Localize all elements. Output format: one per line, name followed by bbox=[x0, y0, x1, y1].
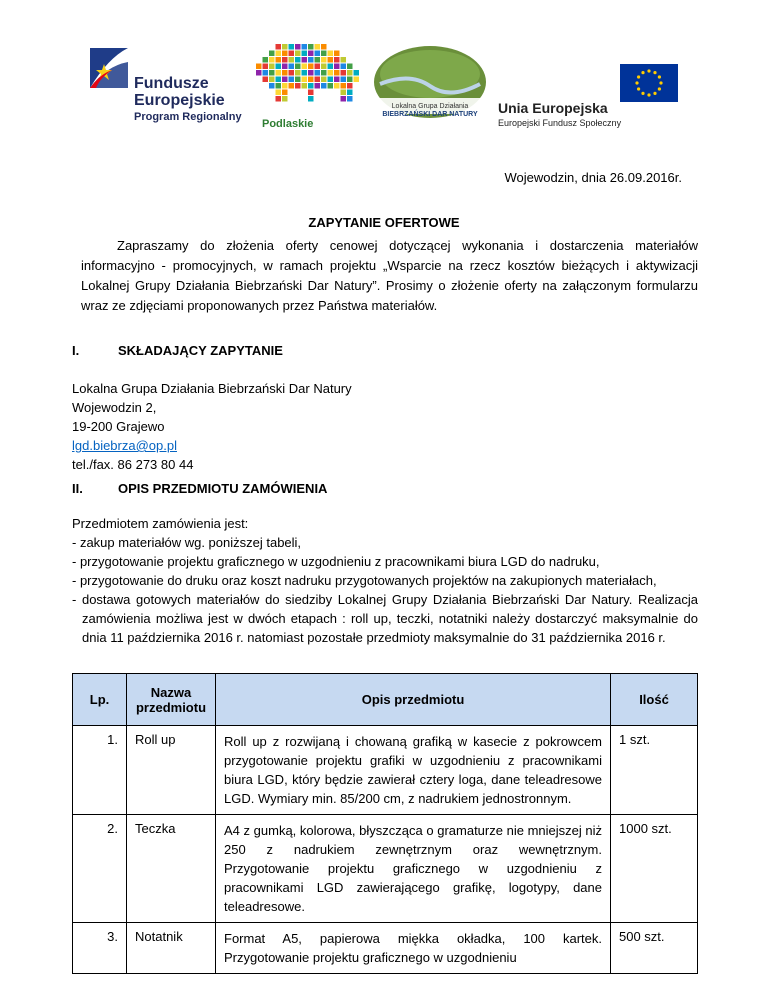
podlaskie-label: Podlaskie bbox=[262, 118, 314, 130]
intro-paragraph bbox=[81, 236, 698, 316]
section-1-title: SKŁADAJĄCY ZAPYTANIE bbox=[118, 343, 283, 358]
row-3-qty: 500 szt. bbox=[611, 923, 698, 974]
address-city: 19-200 Grajewo bbox=[72, 419, 165, 434]
section-2-title: OPIS PRZEDMIOTU ZAMÓWIENIA bbox=[118, 481, 328, 496]
description-item-4: - dostawa gotowych materiałów do siedziby Lokalnej Grupy Działania Biebrzański Dar Natury. Realizacja zamówienia możliwa jest w dwóch etapach : roll up, teczki, notatniki należy dostarczyć maksymalnie do dnia 11 października 2016 r. natomiast pozostałe przedmioty maksymalnie do 31 października 2016 r. bbox=[72, 592, 698, 645]
ue-line2: Europejski Fundusz Społeczny bbox=[498, 118, 622, 128]
row-2-lp: 2. bbox=[73, 815, 127, 923]
row-1-name: Roll up bbox=[127, 726, 216, 815]
table-header-row bbox=[73, 674, 698, 726]
header-qty: Ilość bbox=[611, 674, 698, 726]
fe-line2: Europejskie bbox=[134, 92, 225, 109]
eu-flag-icon bbox=[620, 64, 678, 102]
podlaskie-bison-logo-icon bbox=[256, 44, 364, 110]
row-1-lp: 1. bbox=[73, 726, 127, 815]
description-item-2: - przygotowanie projektu graficznego w uzgodnieniu z pracownikami biura LGD do nadruku, bbox=[72, 554, 600, 569]
unia-europejska-text bbox=[498, 100, 621, 128]
table-row bbox=[73, 923, 698, 974]
fundusze-europejskie-text bbox=[134, 75, 242, 126]
description-block bbox=[72, 514, 698, 647]
row-2-qty: 1000 szt. bbox=[611, 815, 698, 923]
section-2-number: II. bbox=[72, 481, 83, 496]
date-line: Wojewodzin, dnia 26.09.2016r. bbox=[504, 170, 682, 185]
address-name: Lokalna Grupa Działania Biebrzański Dar Natury bbox=[72, 381, 352, 396]
header-lp: Lp. bbox=[73, 674, 127, 726]
address-street: Wojewodzin 2, bbox=[72, 400, 157, 415]
lgd-label-line1: Lokalna Grupa Działania bbox=[391, 103, 469, 110]
document-title: ZAPYTANIE OFERTOWE bbox=[308, 215, 460, 230]
fe-line3: Program Regionalny bbox=[134, 111, 242, 123]
row-3-name: Notatnik bbox=[127, 923, 216, 974]
description-item-3: - przygotowanie do druku oraz koszt nadruku przygotowanych projektów na zakupionych materiałach, bbox=[72, 573, 657, 588]
row-2-name: Teczka bbox=[127, 815, 216, 923]
table-row bbox=[73, 815, 698, 923]
table-row bbox=[73, 726, 698, 815]
lgd-label-line2: BIEBRZAŃSKI DAR NATURY bbox=[382, 111, 478, 118]
header-desc: Opis przedmiotu bbox=[216, 674, 611, 726]
ue-line1: Unia Europejska bbox=[498, 100, 608, 116]
row-2-desc: A4 z gumką, kolorowa, błyszcząca o gramaturze nie mniejszej niż 250 z nadrukiem zewnętrznym oraz wewnętrznym. Przygotowanie projektu graficznego w uzgodnieniu z pracownikami LGD zawierającego grafikę, logotypy, dane teleadresowe. bbox=[216, 815, 611, 923]
items-table bbox=[72, 673, 698, 974]
address-phone: tel./fax. 86 273 80 44 bbox=[72, 457, 194, 472]
lgd-label bbox=[376, 103, 484, 119]
row-3-desc: Format A5, papierowa miękka okładka, 100 kartek. Przygotowanie projektu graficznego w uzgodnieniu bbox=[216, 923, 611, 974]
row-1-qty: 1 szt. bbox=[611, 726, 698, 815]
description-item-1: - zakup materiałów wg. poniższej tabeli, bbox=[72, 535, 302, 550]
section-1-number: I. bbox=[72, 343, 80, 358]
address-block bbox=[72, 379, 352, 474]
fe-line1: Fundusze bbox=[134, 75, 209, 92]
row-1-desc: Roll up z rozwijaną i chowaną grafiką w kasecie z pokrowcem przygotowanie projektu grafiki w uzgodnieniu z pracownikami biura LGD, który będzie zawierał cztery loga, dane teleadresowe LGD. Wymiary min. 85/200 cm, z nadrukiem jednostronnym. bbox=[216, 726, 611, 815]
header-name: Nazwa przedmiotu bbox=[127, 674, 216, 726]
fundusze-europejskie-logo-icon bbox=[86, 44, 132, 90]
email-link[interactable]: lgd.biebrza@op.pl bbox=[72, 438, 177, 453]
intro-text: Zapraszamy do złożenia oferty cenowej dotyczącej wykonania i dostarczenia materiałów informacyjno - promocyjnych, w ramach projektu „Wsparcie na rzecz kosztów bieżących i aktywizacji Lokalnej Grupy Działania Biebrzański Dar Natury”. Prosimy o złożenie oferty na załączonym formularzu wraz ze zdjęciami proponowanych przez Państwa materiałów. bbox=[81, 238, 698, 313]
row-3-lp: 3. bbox=[73, 923, 127, 974]
logo-bar bbox=[0, 30, 768, 130]
description-lead: Przedmiotem zamówienia jest: bbox=[72, 516, 249, 531]
